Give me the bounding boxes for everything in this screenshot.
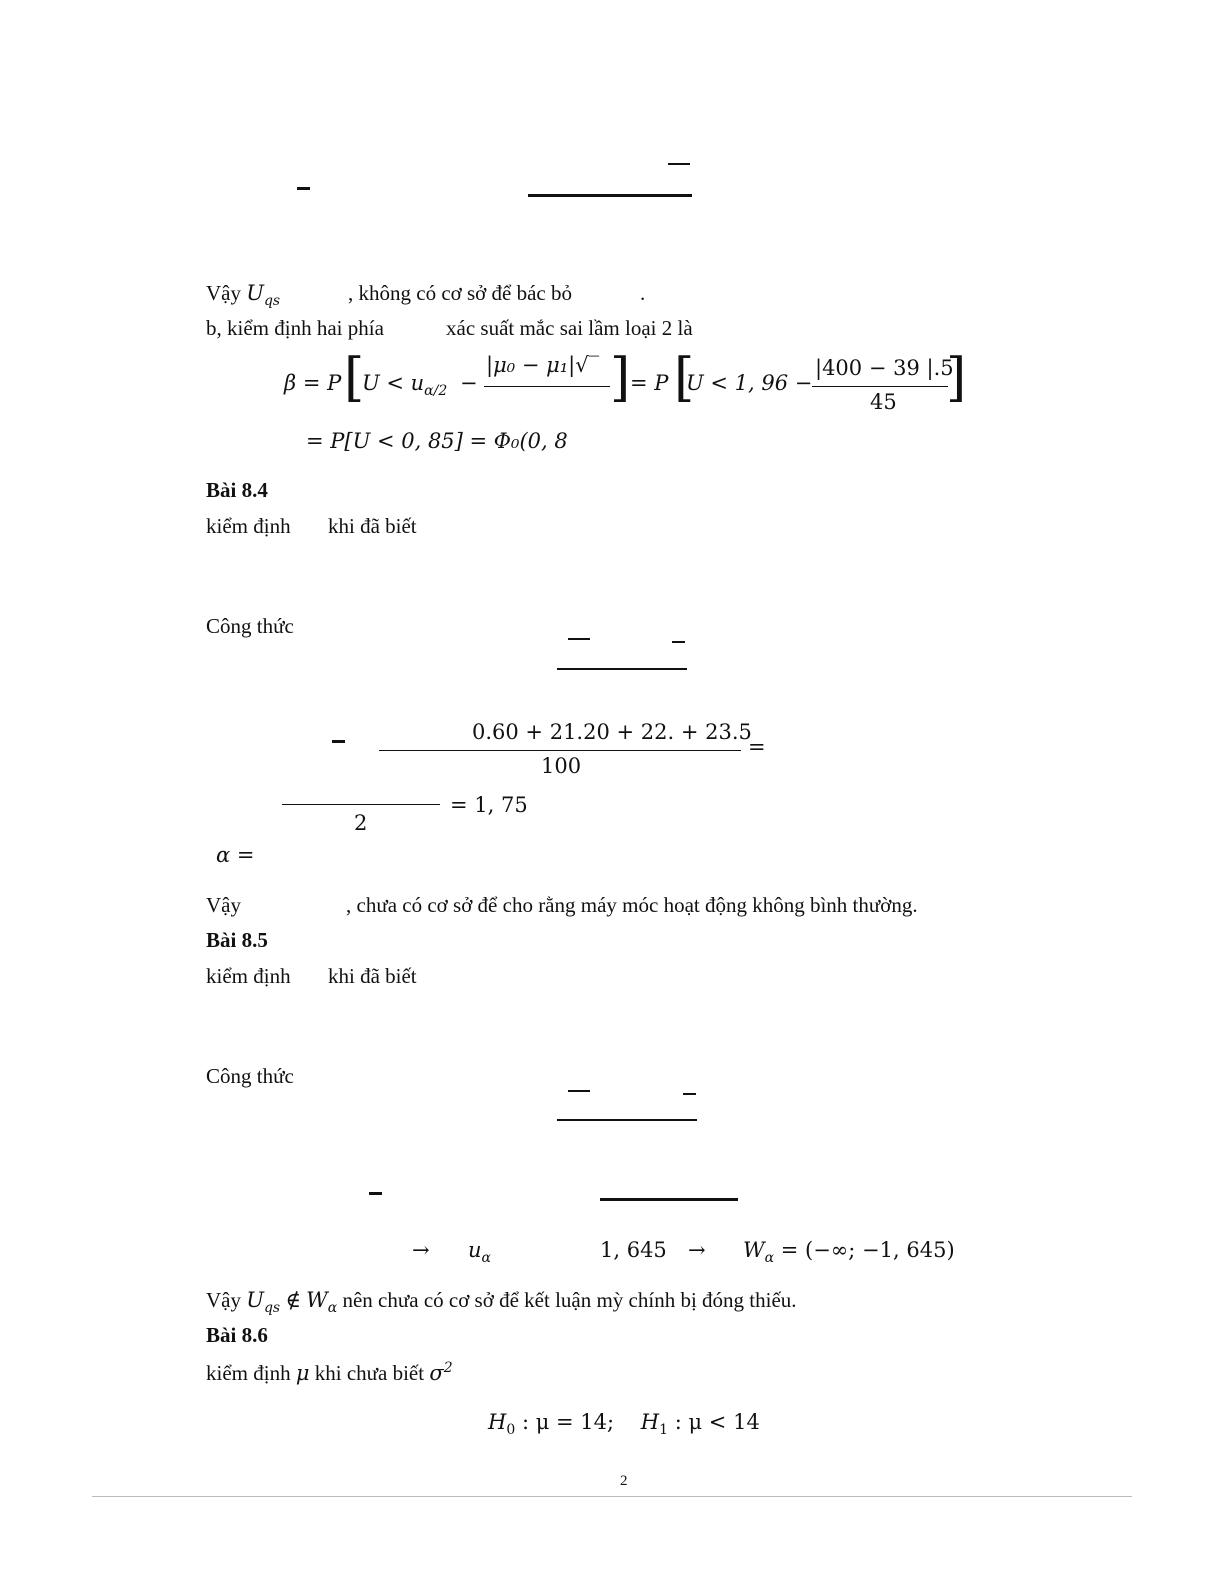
beta-eq-2: = P (630, 371, 669, 395)
sigma-letter: σ (429, 1361, 444, 1385)
val-1645: 1, 645 (600, 1238, 667, 1262)
vay-2-post: , chưa có cơ sở để cho rằng máy móc hoạt động không bình thường. (346, 893, 918, 917)
left-bracket-2: [ (674, 348, 695, 408)
beta-minus: − (460, 371, 478, 395)
u-letter: U (246, 281, 264, 305)
frac-84-main-bar (379, 750, 741, 751)
bar-85-a (568, 1090, 590, 1092)
kd85-post: khi đã biết (328, 964, 417, 988)
arrow-2: → (688, 1238, 706, 1262)
kd85-pre: kiểm định (206, 964, 291, 988)
b-line-post: xác suất mắc sai lầm loại 2 là (446, 316, 693, 340)
beta-inner-1 (362, 373, 447, 398)
beta-num-2: |400 − 39 |.5 (815, 356, 954, 380)
bar-fragment (297, 187, 310, 190)
footer-divider (92, 1496, 1132, 1497)
frac-85-bar (557, 1119, 697, 1121)
w-alpha-sub: α (764, 1250, 775, 1267)
frac-84-eq: = (748, 735, 766, 759)
vay-3-post: nên chưa có cơ sở để kết luận mỳ chính bị đóng thiếu. (342, 1288, 797, 1312)
b-line-pre: b, kiểm định hai phía (206, 316, 384, 340)
right-bracket-1: ] (610, 348, 631, 408)
heading-bai-8-4: Bài 8.4 (206, 478, 268, 502)
text-vay: Vậy (206, 281, 241, 305)
u-qs-3 (246, 1288, 281, 1317)
right-bracket-2: ] (946, 348, 967, 408)
hypotheses (488, 1412, 760, 1437)
bar-84-c (332, 740, 345, 743)
h1-rest: : μ < 14 (674, 1410, 760, 1434)
kd86-line (206, 1361, 453, 1384)
beta-inner-2: U < 1, 96 − (686, 371, 813, 395)
h0-sub: 0 (506, 1422, 516, 1439)
kd86-mid: khi chưa biết (314, 1361, 425, 1385)
heading-bai-8-6: Bài 8.6 (206, 1323, 268, 1347)
cong-thuc-8-5: Công thức (206, 1064, 294, 1088)
h1-sub: 1 (659, 1422, 669, 1439)
overline-fragment (668, 163, 690, 165)
w-alpha-3 (306, 1288, 338, 1317)
bar-85-b (683, 1093, 696, 1095)
w-alpha (743, 1240, 955, 1265)
kd86-pre: kiểm định (206, 1361, 291, 1385)
qs-sub: qs (263, 293, 281, 310)
alpha-eq: α = (216, 843, 255, 867)
vay-2-pre: Vậy (206, 893, 241, 917)
u-alpha-letter: u (468, 1238, 482, 1262)
sigma-squared (429, 1361, 452, 1385)
frac-84-bar (557, 668, 687, 670)
h0-letter: H (488, 1410, 507, 1434)
conclusion-line-3 (206, 1290, 797, 1315)
beta-frac-bar-2 (812, 386, 948, 387)
u-alpha-sub: α (481, 1250, 491, 1267)
conclusion-line-1 (206, 283, 280, 308)
bar-84-b (672, 641, 685, 643)
left-bracket-1: [ (344, 348, 365, 408)
frac-2-bar (282, 804, 440, 805)
u-alpha (468, 1240, 491, 1265)
kd84-pre: kiểm định (206, 514, 291, 538)
conclusion-line-1-dot: . (640, 281, 646, 305)
inner-1-text: U < u (362, 371, 425, 395)
frac-2-den: 2 (354, 811, 368, 835)
bar-85-c (369, 1192, 382, 1195)
w-3-sub: α (327, 1300, 338, 1317)
w-alpha-letter: W (743, 1238, 765, 1262)
fraction-bar (528, 194, 692, 197)
vay-3-pre: Vậy (206, 1288, 241, 1312)
w-3-letter: W (306, 1288, 328, 1312)
u-3-sub: qs (263, 1300, 281, 1317)
beta-num-1: |μ₀ − μ₁|√‾ (486, 353, 600, 377)
frac-85-bar-2 (600, 1198, 738, 1201)
cong-thuc-8-4: Công thức (206, 614, 294, 638)
frac-2-val: = 1, 75 (450, 793, 528, 817)
u-3-letter: U (246, 1288, 264, 1312)
inner-1-sub: α/2 (424, 383, 448, 400)
h1-letter: H (640, 1410, 660, 1434)
beta-den-2: 45 (870, 390, 897, 414)
h0-rest: : μ = 14; (521, 1410, 615, 1434)
beta-lhs: β = P (284, 371, 342, 395)
bar-84-a (568, 638, 590, 640)
conclusion-line-1-rest: , không có cơ sở để bác bỏ (348, 281, 572, 305)
frac-84-den: 100 (541, 754, 582, 778)
heading-bai-8-5: Bài 8.5 (206, 928, 268, 952)
kd84-post: khi đã biết (328, 514, 417, 538)
beta-line-2: = P[U < 0, 85] = Φ₀(0, 8 (306, 429, 568, 453)
beta-frac-bar-1 (484, 386, 610, 387)
notin-symbol: ∉ (285, 1288, 301, 1312)
arrow-1: → (412, 1238, 430, 1262)
w-alpha-value: = (−∞; −1, 645) (780, 1238, 955, 1262)
u-qs-symbol (246, 281, 281, 310)
frac-84-num: 0.60 + 21.20 + 22. + 23.5 (472, 720, 752, 744)
mu-symbol: μ (295, 1361, 310, 1385)
page-number: 2 (620, 1473, 628, 1489)
sigma-sup: 2 (443, 1360, 453, 1376)
